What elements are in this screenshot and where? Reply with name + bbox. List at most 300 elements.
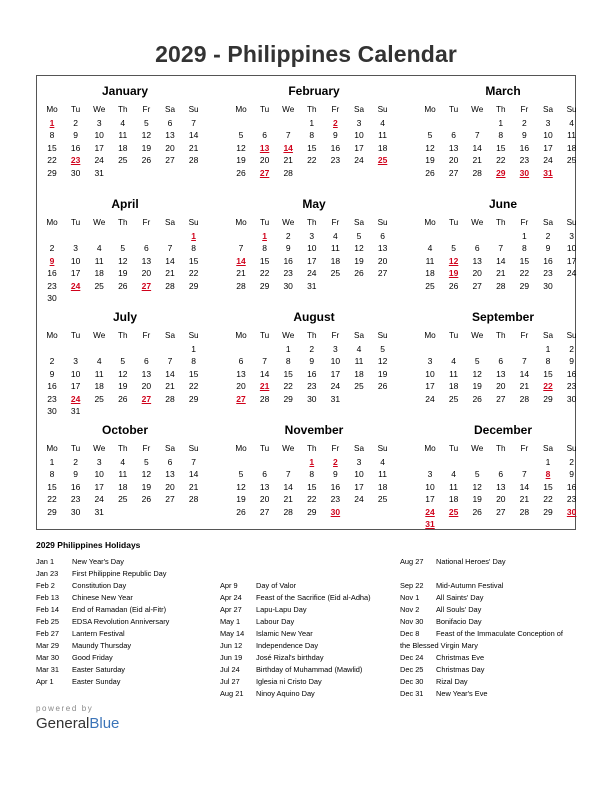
- weekday-header: Tu: [70, 444, 81, 453]
- day-cell: 27: [259, 506, 270, 517]
- holiday-date: May 14: [220, 629, 245, 638]
- day-cell: 22: [307, 494, 317, 505]
- day-cell: 11: [449, 481, 458, 492]
- day-cell: 17: [543, 142, 553, 153]
- weekday-header: Fr: [331, 444, 340, 453]
- holiday-date: Feb 13: [36, 593, 60, 602]
- holiday-date: Jun 19: [220, 653, 243, 662]
- month-name: April: [111, 197, 139, 211]
- holiday-date: Nov 1: [400, 593, 420, 602]
- day-cell: 9: [333, 469, 338, 480]
- day-cell: 6: [238, 356, 244, 367]
- day-cell: 4: [96, 356, 102, 367]
- weekday-header: Su: [188, 105, 199, 114]
- day-cell: 26: [118, 280, 128, 291]
- holiday-day-cell: 23: [70, 155, 81, 166]
- day-cell: 23: [47, 280, 57, 291]
- weekday-header: We: [282, 218, 295, 227]
- day-cell: 18: [566, 142, 577, 153]
- day-cell: 15: [307, 142, 317, 153]
- day-cell: 25: [118, 155, 128, 166]
- day-cell: 31: [70, 406, 81, 416]
- day-cell: 30: [307, 393, 317, 404]
- day-cell: 14: [165, 368, 175, 379]
- day-cell: 20: [141, 268, 152, 279]
- weekday-header: Sa: [542, 105, 553, 114]
- holiday-item: [400, 604, 580, 616]
- weekday-header: Su: [566, 105, 577, 114]
- day-cell: 2: [309, 344, 315, 354]
- day-cell: 28: [165, 280, 175, 291]
- holiday-day-cell: 1: [309, 457, 315, 467]
- weekday-header: Su: [377, 218, 388, 227]
- day-cell: 19: [425, 155, 435, 166]
- day-cell: 20: [448, 155, 459, 166]
- weekday-header: Mo: [46, 331, 58, 340]
- holiday-day-cell: 12: [448, 255, 459, 266]
- day-cell: 3: [73, 243, 78, 254]
- weekday-header: Th: [307, 444, 317, 453]
- day-cell: 31: [330, 393, 341, 404]
- weekday-header: Th: [496, 331, 506, 340]
- day-cell: 5: [238, 130, 244, 141]
- day-cell: 1: [498, 118, 504, 128]
- holiday-item: [220, 628, 400, 640]
- holidays-title: 2029 Philippines Holidays: [36, 540, 141, 550]
- weekday-header: Tu: [259, 218, 270, 227]
- day-cell: 4: [569, 118, 574, 128]
- holiday-item: [400, 676, 580, 688]
- day-cell: 8: [522, 243, 527, 254]
- day-cell: 24: [354, 155, 364, 166]
- day-cell: 17: [425, 381, 435, 392]
- weekday-header: Mo: [46, 218, 58, 227]
- day-cell: 8: [498, 130, 504, 141]
- day-cell: 3: [73, 356, 78, 367]
- day-cell: 11: [118, 130, 128, 141]
- weekday-header: Mo: [46, 444, 58, 453]
- day-cell: 22: [259, 268, 270, 279]
- holiday-name: Chinese New Year: [72, 593, 133, 602]
- day-cell: 26: [377, 381, 388, 392]
- holiday-item: [400, 580, 580, 592]
- holiday-item: [36, 556, 216, 568]
- day-cell: 21: [519, 494, 530, 505]
- day-cell: 18: [94, 268, 104, 279]
- day-cell: 7: [167, 243, 173, 254]
- holiday-name: Easter Sunday: [72, 677, 121, 686]
- holiday-date: Feb 25: [36, 617, 60, 626]
- day-cell: 21: [496, 268, 506, 279]
- day-cell: 5: [474, 469, 480, 480]
- day-cell: 13: [377, 243, 388, 254]
- day-cell: 15: [496, 142, 506, 153]
- day-cell: 11: [378, 130, 387, 141]
- weekday-header: Sa: [542, 218, 553, 227]
- holiday-name: Feast of the Immaculate Conception of: [436, 629, 563, 638]
- holiday-date: Jan 1: [36, 557, 55, 566]
- day-cell: 3: [309, 231, 315, 241]
- day-cell: 23: [307, 381, 317, 392]
- day-cell: 8: [49, 130, 55, 141]
- day-cell: 6: [262, 469, 267, 480]
- holiday-name: New Year's Day: [72, 557, 124, 566]
- day-cell: 26: [236, 506, 246, 517]
- holiday-day-cell: 24: [425, 506, 435, 517]
- day-cell: 7: [522, 356, 527, 367]
- holiday-item: [400, 688, 580, 700]
- holiday-date: Jul 24: [220, 665, 240, 674]
- day-cell: 19: [118, 268, 128, 279]
- day-cell: 26: [354, 268, 364, 279]
- weekday-header: Fr: [142, 105, 151, 114]
- month-name: August: [293, 310, 335, 324]
- day-cell: 15: [519, 255, 530, 266]
- day-cell: 14: [496, 255, 506, 266]
- month-january: [41, 84, 209, 196]
- day-cell: 19: [354, 255, 364, 266]
- weekday-header: Th: [118, 331, 128, 340]
- holiday-day-cell: 30: [330, 506, 341, 517]
- day-cell: 8: [285, 356, 291, 367]
- day-cell: 22: [283, 381, 293, 392]
- holiday-date: Jul 27: [220, 677, 240, 686]
- day-cell: 9: [73, 469, 78, 480]
- day-cell: 27: [496, 506, 506, 517]
- day-cell: 16: [330, 142, 341, 153]
- holiday-date: Dec 30: [400, 677, 424, 686]
- day-cell: 13: [472, 255, 482, 266]
- holiday-item: [220, 688, 400, 700]
- holiday-item: [400, 664, 580, 676]
- day-cell: 11: [449, 368, 458, 379]
- day-cell: 25: [330, 268, 341, 279]
- holiday-name: All Souls' Day: [436, 605, 482, 614]
- calendar-grid: [36, 75, 576, 530]
- day-cell: 14: [188, 130, 199, 141]
- day-cell: 7: [522, 469, 527, 480]
- day-cell: 22: [188, 381, 199, 392]
- weekday-header: Th: [307, 105, 317, 114]
- holiday-date: Jun 12: [220, 641, 243, 650]
- holiday-item: [36, 676, 216, 688]
- holiday-name: EDSA Revolution Anniversary: [72, 617, 170, 626]
- day-cell: 18: [118, 481, 128, 492]
- weekday-header: Th: [118, 105, 128, 114]
- day-cell: 7: [498, 243, 504, 254]
- day-cell: 17: [70, 381, 81, 392]
- weekday-header: Mo: [235, 444, 247, 453]
- holiday-day-cell: 31: [543, 167, 553, 178]
- day-cell: 6: [262, 130, 267, 141]
- day-cell: 13: [259, 481, 270, 492]
- day-cell: 4: [356, 344, 362, 354]
- holiday-item: [36, 604, 216, 616]
- day-cell: 16: [519, 142, 530, 153]
- day-cell: 12: [141, 469, 152, 480]
- holiday-day-cell: 19: [448, 268, 459, 279]
- weekday-header: Tu: [448, 444, 459, 453]
- day-cell: 12: [236, 142, 246, 153]
- day-cell: 27: [165, 155, 175, 166]
- weekday-header: Mo: [46, 105, 58, 114]
- day-cell: 24: [94, 155, 104, 166]
- day-cell: 15: [283, 368, 293, 379]
- brand-name: [36, 715, 119, 732]
- day-cell: 20: [496, 381, 506, 392]
- weekday-header: Su: [377, 105, 388, 114]
- day-cell: 18: [354, 368, 364, 379]
- holiday-item: [36, 652, 216, 664]
- holiday-date: Nov 2: [400, 605, 420, 614]
- day-cell: 16: [330, 481, 341, 492]
- weekday-header: Mo: [424, 218, 436, 227]
- day-cell: 10: [70, 255, 81, 266]
- day-cell: 22: [307, 155, 317, 166]
- weekday-header: Mo: [424, 331, 436, 340]
- weekday-header: We: [93, 105, 106, 114]
- day-cell: 25: [94, 393, 104, 404]
- day-cell: 3: [545, 118, 551, 128]
- day-cell: 20: [377, 255, 388, 266]
- day-cell: 16: [543, 255, 553, 266]
- day-cell: 28: [236, 280, 246, 291]
- day-cell: 28: [283, 167, 293, 178]
- day-cell: 19: [141, 481, 152, 492]
- day-cell: 5: [474, 356, 480, 367]
- holiday-day-cell: 29: [496, 167, 506, 178]
- day-cell: 2: [73, 457, 78, 467]
- holiday-item: [220, 664, 400, 676]
- holiday-date: Aug 27: [400, 557, 424, 566]
- holiday-item: [220, 568, 400, 580]
- day-cell: 9: [285, 243, 291, 254]
- day-cell: 28: [472, 167, 482, 178]
- holiday-name: Rizal Day: [436, 677, 468, 686]
- day-cell: 30: [543, 280, 553, 291]
- holiday-day-cell: 25: [377, 155, 388, 166]
- day-cell: 23: [543, 268, 553, 279]
- day-cell: 21: [519, 381, 530, 392]
- day-cell: 24: [354, 494, 364, 505]
- day-cell: 25: [354, 381, 364, 392]
- day-cell: 17: [354, 481, 364, 492]
- weekday-header: Tu: [70, 331, 81, 340]
- day-cell: 20: [472, 268, 482, 279]
- holiday-day-cell: 1: [262, 231, 267, 241]
- day-cell: 19: [236, 494, 246, 505]
- day-cell: 8: [191, 243, 196, 254]
- day-cell: 22: [496, 155, 506, 166]
- day-cell: 28: [259, 393, 270, 404]
- holiday-name: Day of Valor: [256, 581, 297, 590]
- holiday-item: [36, 640, 216, 652]
- holiday-day-cell: 25: [448, 506, 459, 517]
- holiday-item: [220, 604, 400, 616]
- day-cell: 26: [141, 494, 152, 505]
- day-cell: 3: [96, 457, 102, 467]
- day-cell: 13: [448, 142, 459, 153]
- day-cell: 11: [425, 255, 435, 266]
- holiday-item: [220, 652, 400, 664]
- day-cell: 4: [451, 356, 456, 367]
- day-cell: 10: [354, 130, 364, 141]
- weekday-header: Fr: [142, 331, 151, 340]
- weekday-header: Th: [307, 218, 317, 227]
- holiday-item: [36, 664, 216, 676]
- day-cell: 5: [120, 243, 126, 254]
- day-cell: 26: [236, 167, 246, 178]
- day-cell: 1: [191, 344, 196, 354]
- day-cell: 5: [144, 457, 149, 467]
- day-cell: 18: [118, 142, 128, 153]
- holiday-date: Mar 29: [36, 641, 60, 650]
- weekday-header: We: [282, 331, 295, 340]
- weekday-header: Sa: [164, 105, 175, 114]
- day-cell: 23: [70, 494, 81, 505]
- page-title: 2029 - Philippines Calendar: [155, 41, 457, 67]
- month-name: November: [284, 423, 344, 437]
- holiday-day-cell: 27: [141, 280, 152, 291]
- day-cell: 29: [519, 280, 530, 291]
- day-cell: 29: [47, 506, 57, 517]
- day-cell: 25: [377, 494, 388, 505]
- holiday-name: Independence Day: [256, 641, 319, 650]
- holiday-name: Labour Day: [256, 617, 295, 626]
- day-cell: 23: [330, 155, 341, 166]
- day-cell: 3: [569, 231, 574, 241]
- day-cell: 14: [165, 255, 175, 266]
- day-cell: 20: [165, 142, 175, 153]
- day-cell: 1: [522, 231, 527, 241]
- day-cell: 2: [522, 118, 527, 128]
- month-october: [41, 423, 209, 535]
- holiday-date: Nov 30: [400, 617, 424, 626]
- day-cell: 5: [427, 130, 433, 141]
- weekday-header: Th: [307, 331, 317, 340]
- holiday-day-cell: 24: [70, 393, 81, 404]
- brand-name-part1: General: [36, 715, 90, 732]
- month-name: June: [488, 197, 517, 211]
- holiday-item: [400, 592, 580, 604]
- day-cell: 8: [309, 130, 315, 141]
- holiday-item: [400, 616, 580, 628]
- day-cell: 5: [144, 118, 149, 128]
- day-cell: 7: [285, 469, 291, 480]
- day-cell: 10: [543, 130, 553, 141]
- month-november: [230, 423, 398, 535]
- day-cell: 25: [118, 494, 128, 505]
- day-cell: 17: [70, 268, 81, 279]
- month-july: [41, 310, 209, 422]
- day-cell: 29: [188, 393, 199, 404]
- holiday-date: Mar 31: [36, 665, 60, 674]
- holiday-date: Mar 30: [36, 653, 60, 662]
- day-cell: 16: [566, 368, 577, 379]
- day-cell: 9: [569, 469, 574, 480]
- day-cell: 26: [472, 506, 482, 517]
- day-cell: 28: [188, 494, 199, 505]
- day-cell: 4: [96, 243, 102, 254]
- holiday-date: Sep 22: [400, 581, 424, 590]
- day-cell: 29: [543, 393, 553, 404]
- day-cell: 1: [285, 344, 291, 354]
- day-cell: 21: [165, 268, 175, 279]
- holiday-day-cell: 2: [333, 457, 338, 467]
- day-cell: 23: [283, 268, 293, 279]
- holiday-item: [36, 592, 216, 604]
- day-cell: 16: [70, 481, 81, 492]
- weekday-header: Su: [188, 331, 199, 340]
- holiday-date: Apr 24: [220, 593, 242, 602]
- day-cell: 4: [120, 118, 126, 128]
- weekday-header: We: [471, 105, 484, 114]
- day-cell: 21: [236, 268, 246, 279]
- day-cell: 15: [259, 255, 270, 266]
- day-cell: 20: [165, 481, 175, 492]
- day-cell: 18: [94, 381, 104, 392]
- day-cell: 28: [165, 393, 175, 404]
- day-cell: 3: [96, 118, 102, 128]
- day-cell: 4: [427, 243, 433, 254]
- month-name: September: [471, 310, 535, 324]
- holiday-day-cell: 22: [543, 381, 553, 392]
- holiday-name: Feast of the Sacrifice (Eid al-Adha): [256, 593, 371, 602]
- day-cell: 30: [70, 506, 81, 517]
- day-cell: 9: [522, 130, 527, 141]
- holiday-date: Apr 27: [220, 605, 242, 614]
- day-cell: 4: [380, 457, 385, 467]
- day-cell: 28: [519, 506, 530, 517]
- weekday-header: Su: [566, 331, 577, 340]
- day-cell: 12: [141, 130, 152, 141]
- holiday-day-cell: 1: [49, 118, 55, 128]
- weekday-header: Fr: [520, 444, 529, 453]
- day-cell: 26: [118, 393, 128, 404]
- holiday-name: Lapu-Lapu Day: [256, 605, 307, 614]
- day-cell: 7: [191, 457, 196, 467]
- month-name: July: [112, 310, 137, 324]
- holiday-date: Dec 31: [400, 689, 424, 698]
- day-cell: 18: [448, 494, 459, 505]
- holiday-name: Maundy Thursday: [72, 641, 132, 650]
- day-cell: 12: [354, 243, 364, 254]
- day-cell: 1: [49, 457, 55, 467]
- day-cell: 9: [49, 368, 55, 379]
- day-cell: 28: [188, 155, 199, 166]
- day-cell: 15: [47, 142, 57, 153]
- day-cell: 30: [47, 293, 57, 303]
- day-cell: 1: [309, 118, 315, 128]
- brand-logo: [36, 704, 119, 732]
- day-cell: 2: [49, 356, 55, 367]
- day-cell: 6: [144, 243, 149, 254]
- weekday-header: We: [282, 444, 295, 453]
- day-cell: 18: [330, 255, 341, 266]
- weekday-header: Sa: [164, 218, 175, 227]
- holiday-item: [400, 568, 580, 580]
- day-cell: 16: [47, 268, 57, 279]
- weekday-header: Th: [496, 444, 506, 453]
- day-cell: 9: [309, 356, 315, 367]
- day-cell: 6: [498, 356, 504, 367]
- day-cell: 4: [380, 118, 385, 128]
- month-may: [230, 197, 398, 309]
- holiday-item: [36, 616, 216, 628]
- day-cell: 8: [545, 356, 551, 367]
- day-cell: 22: [543, 494, 553, 505]
- holiday-date: May 1: [220, 617, 241, 626]
